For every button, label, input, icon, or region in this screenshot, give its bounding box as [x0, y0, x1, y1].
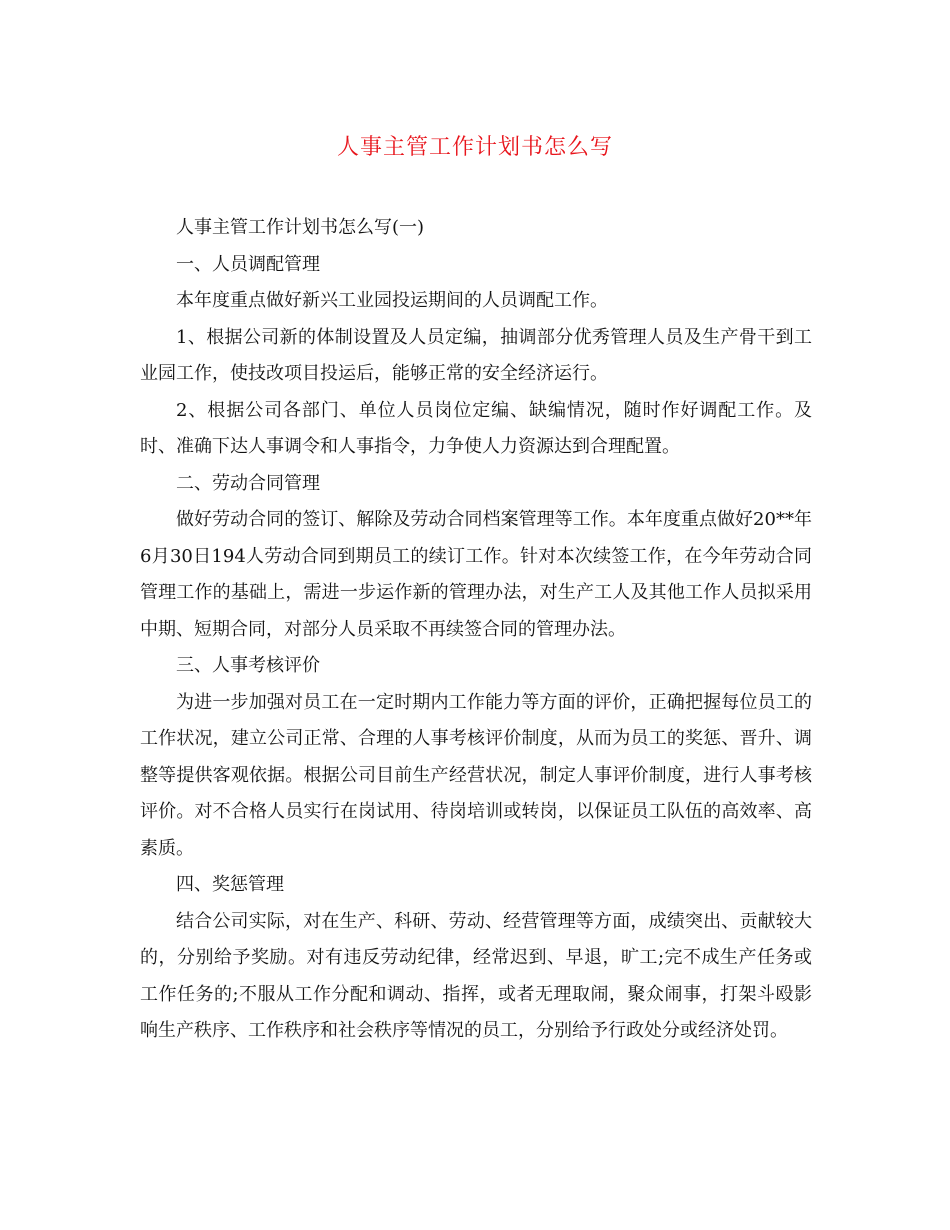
section-heading: 二、劳动合同管理: [176, 472, 320, 494]
document-body: [140, 210, 812, 1050]
body-paragraph: 1、根据公司新的体制设置及人员定编，抽调部分优秀管理人员及生产骨干到工业园工作，使技改项目投运后，能够正常的安全经济运行。: [140, 326, 812, 384]
section-heading: 一、人员调配管理: [176, 253, 320, 275]
body-paragraph: 做好劳动合同的签订、解除及劳动合同档案管理等工作。本年度重点做好20**年6月30日194人劳动合同到期员工的续订工作。针对本次续签工作，在今年劳动合同管理工作的基础上，需进一步运作新的管理办法，对生产工人及其他工作人员拟采用中期、短期合同，对部分人员采取不再续签合同的管理办法。: [140, 509, 812, 640]
section-heading: 四、奖惩管理: [176, 874, 284, 895]
section-heading: 人事主管工作计划书怎么写(一): [176, 217, 425, 238]
document-title: 人事主管工作计划书怎么写: [336, 135, 613, 160]
section-heading: 三、人事考核评价: [176, 655, 320, 676]
body-paragraph: 结合公司实际，对在生产、科研、劳动、经营管理等方面，成绩突出、贡献较大的，分别给予奖励。对有违反劳动纪律，经常迟到、早退，旷工;完不成生产任务或工作任务的;不服从工作分配和调动、指挥，或者无理取闹，聚众闹事，打架斗殴影响生产秩序、工作秩序和社会秩序等情况的员工，分别给予行政处分或经济处罚。: [140, 910, 812, 1041]
body-paragraph: 2、根据公司各部门、单位人员岗位定编、缺编情况，随时作好调配工作。及时、准确下达人事调令和人事指令，力争使人力资源达到合理配置。: [140, 399, 812, 457]
body-paragraph: 为进一步加强对员工在一定时期内工作能力等方面的评价，正确把握每位员工的工作状况，建立公司正常、合理的人事考核评价制度，从而为员工的奖惩、晋升、调整等提供客观依据。根据公司目前生产经营状况，制定人事评价制度，进行人事考核评价。对不合格人员实行在岗试用、待岗培训或转岗，以保证员工队伍的高效率、高素质。: [140, 691, 812, 859]
body-paragraph: 本年度重点做好新兴工业园投运期间的人员调配工作。: [176, 290, 608, 311]
